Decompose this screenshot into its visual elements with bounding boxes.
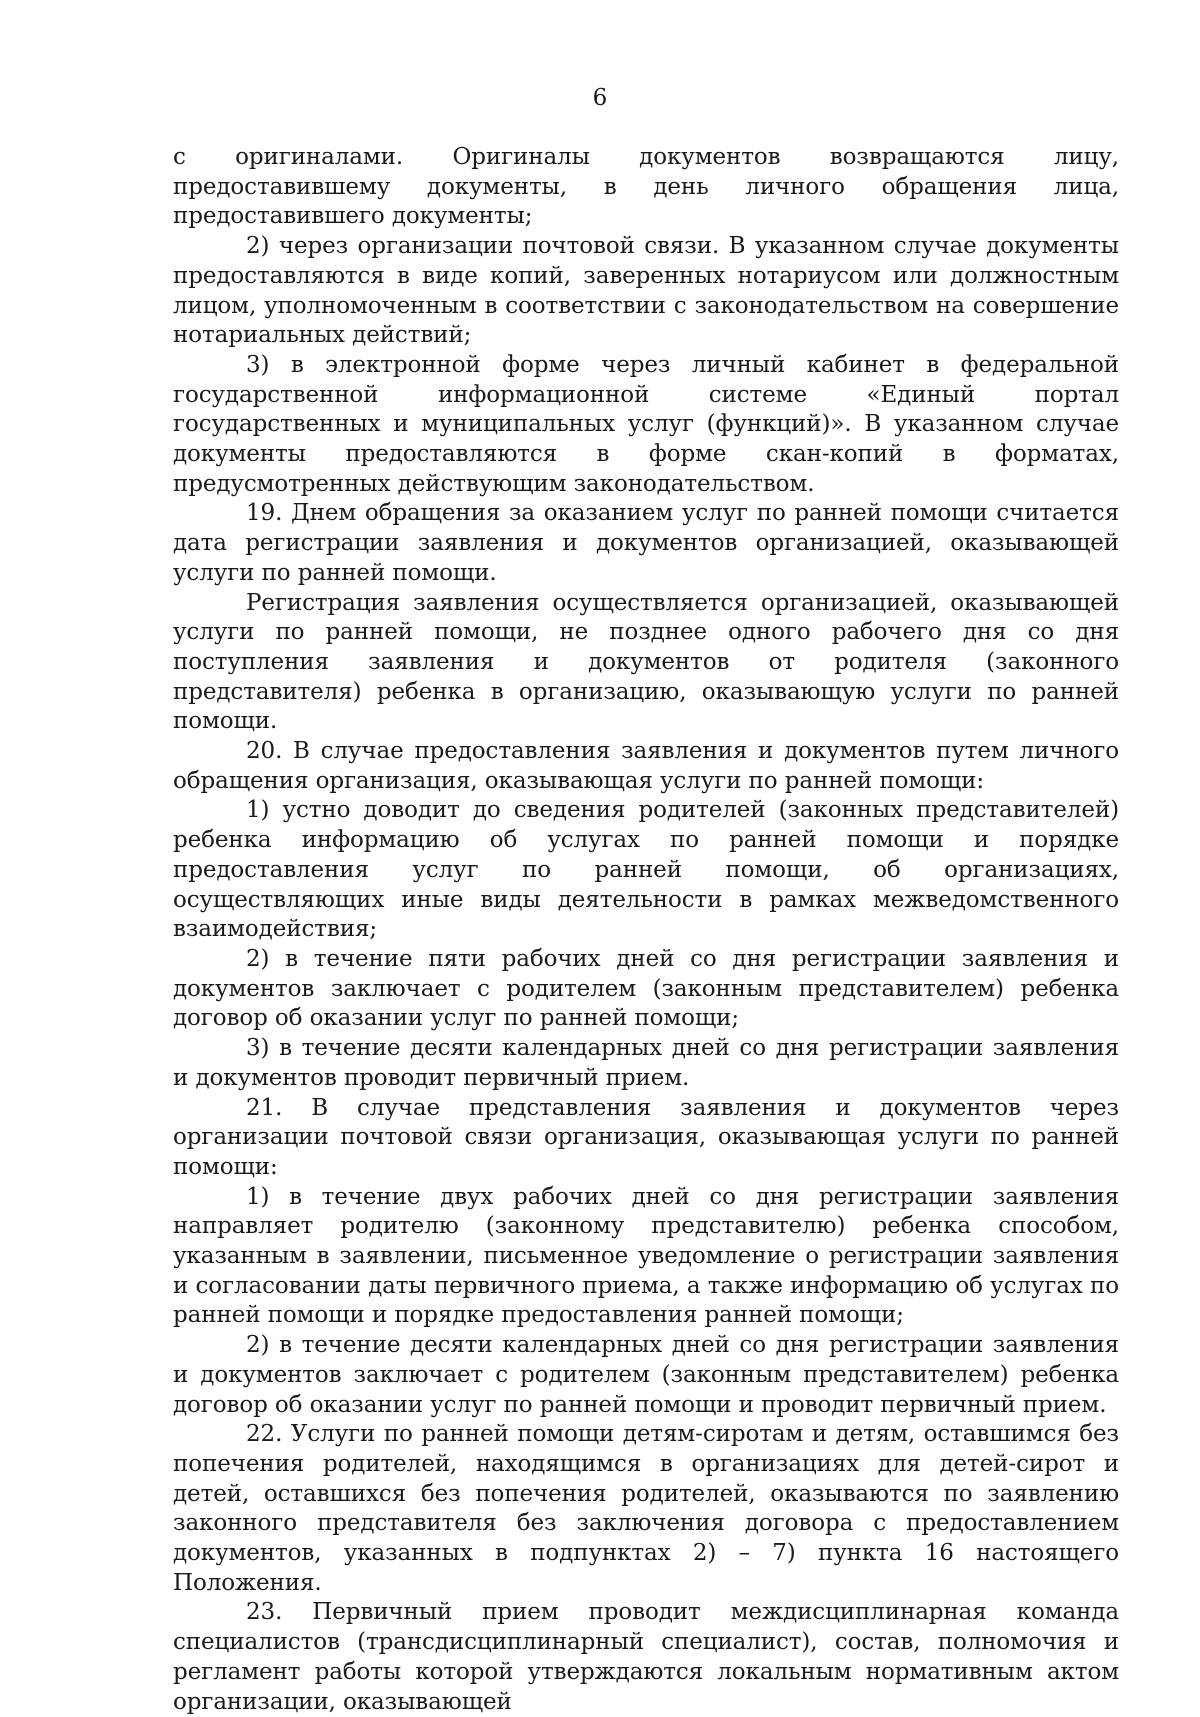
paragraph: 22. Услуги по ранней помощи детям-сиротам и детям, оставшимся без попечения родителей, находящимся в организациях для детей-сирот и детей, оставшихся без попечения родителей, оказываются по заявлению законного представителя без заключения договора с предоставлением документов, указанных в подпунктах 2) – 7) пункта 16 настоящего Положения. xyxy=(173,1421,1119,1596)
page-number: 6 xyxy=(592,85,608,111)
paragraph: 1) в течение двух рабочих дней со дня регистрации заявления направляет родителю (законному представителю) ребенка способом, указанным в заявлении, письменное уведомление о регистрации заявления и согласовании даты первичного приема, а также информацию об услугах по ранней помощи и порядке предоставления ранней помощи; xyxy=(173,1183,1119,1329)
paragraph: 23. Первичный прием проводит междисциплинарная команда специалистов (трансдисциплинарный специалист), состав, полномочия и регламент работы которой утверждаются локальным нормативным актом организации, оказывающей xyxy=(173,1599,1119,1715)
paragraph: 1) устно доводит до сведения родителей (законных представителей) ребенка информацию об услугах по ранней помощи и порядке предоставления услуг по ранней помощи, об организациях, осуществляющих иные виды деятельности в рамках межведомственного взаимодействия; xyxy=(173,797,1119,943)
paragraph: 20. В случае предоставления заявления и документов путем личного обращения организация, оказывающая услуги по ранней помощи: xyxy=(173,738,1119,794)
document-body xyxy=(173,143,1119,1717)
paragraph: 21. В случае представления заявления и документов через организации почтовой связи организация, оказывающая услуги по ранней помощи: xyxy=(173,1094,1119,1180)
paragraph: 2) в течение пяти рабочих дней со дня регистрации заявления и документов заключает с родителем (законным представителем) ребенка договор об оказании услуг по ранней помощи; xyxy=(173,945,1119,1032)
paragraph: Регистрация заявления осуществляется организацией, оказывающей услуги по ранней помощи, не позднее одного рабочего дня со дня поступления заявления и документов от родителя (законного представителя) ребенка в организацию, оказывающую услуги по ранней помощи. xyxy=(173,589,1119,735)
paragraph: 3) в течение десяти календарных дней со дня регистрации заявления и документов проводит первичный прием. xyxy=(173,1035,1119,1091)
paragraph: с оригиналами. Оригиналы документов возвращаются лицу, предоставившему документы, в день личного обращения лица, предоставившего документы; xyxy=(173,144,1119,230)
paragraph: 3) в электронной форме через личный кабинет в федеральной государственной информационной системе «Единый портал государственных и муниципальных услуг (функций)». В указанном случае документы предоставляются в форме скан-копий в форматах, предусмотренных действующим законодательством. xyxy=(173,351,1119,497)
paragraph: 19. Днем обращения за оказанием услуг по ранней помощи считается дата регистрации заявления и документов организацией, оказывающей услуги по ранней помощи. xyxy=(173,500,1119,586)
paragraph: 2) через организации почтовой связи. В указанном случае документы предоставляются в виде копий, заверенных нотариусом или должностным лицом, уполномоченным в соответствии с законодательством на совершение нотариальных действий; xyxy=(173,233,1119,349)
paragraph: 2) в течение десяти календарных дней со дня регистрации заявления и документов заключает с родителем (законным представителем) ребенка договор об оказании услуг по ранней помощи и проводит первичный прием. xyxy=(173,1332,1119,1418)
